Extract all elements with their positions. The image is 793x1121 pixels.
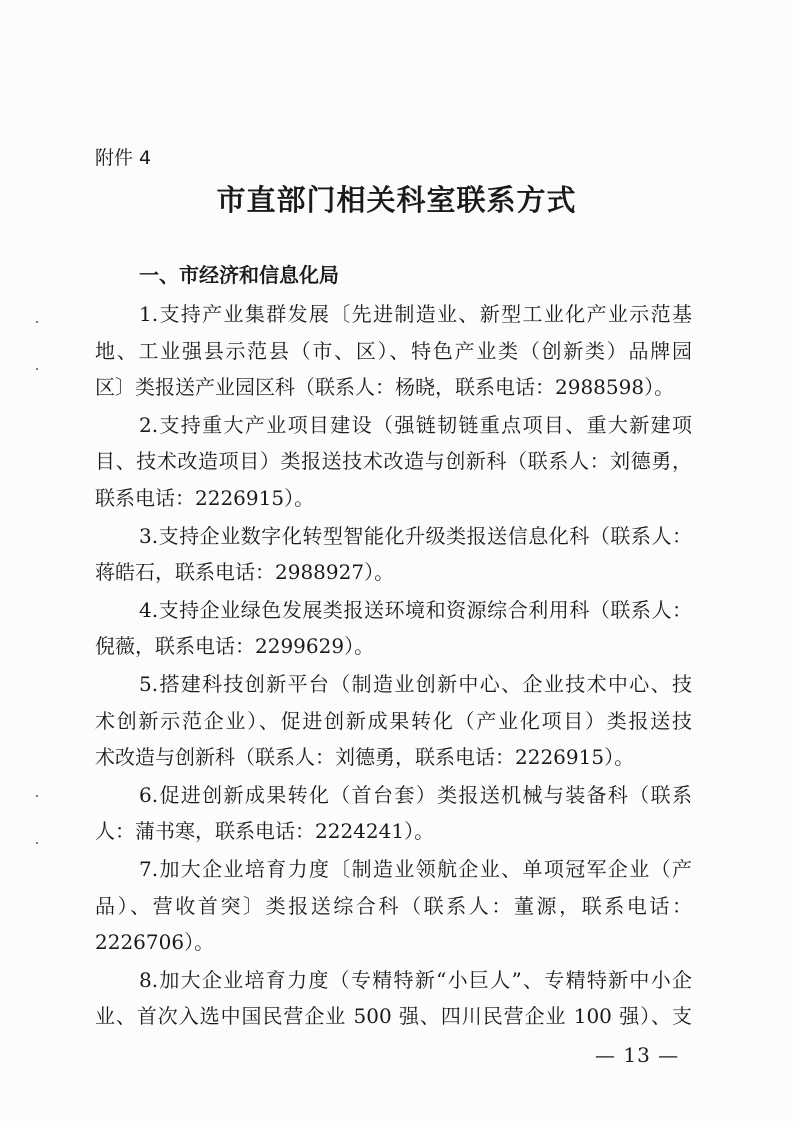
paragraph-2	[95, 407, 692, 516]
document-title: 市直部门相关科室联系方式	[216, 183, 577, 217]
paragraph-line: 业、首次入选中国民营企业 500 强、四川民营企业 100 强）、支	[95, 1004, 692, 1029]
paragraph-line: 地、工业强县示范县（市、区）、特色产业类（创新类）品牌园	[95, 338, 692, 363]
scan-mark	[36, 842, 38, 844]
scan-mark	[36, 368, 38, 370]
paragraph-8	[95, 962, 692, 1035]
paragraph-line: 人：蒲书寒，联系电话：2224241）。	[95, 819, 435, 844]
paragraph-line: 7.加大企业培育力度〔制造业领航企业、单项冠军企业（产	[139, 857, 692, 882]
paragraph-line: 6.促进创新成果转化（首台套）类报送机械与装备科（联系	[139, 782, 692, 807]
paragraph-1	[95, 296, 692, 405]
paragraph-line: 区〕类报送产业园区科（联系人：杨晓，联系电话：2988598）。	[95, 375, 675, 400]
paragraph-line: 3.支持企业数字化转型智能化升级类报送信息化科（联系人：	[139, 523, 692, 548]
paragraph-4	[95, 592, 692, 665]
paragraph-line: 品）、营收首突〕类报送综合科（联系人：董源，联系电话：	[95, 893, 692, 918]
document-body	[95, 257, 692, 1035]
paragraph-line: 联系电话：2226915）。	[95, 485, 315, 510]
page-number: — 13 —	[595, 1043, 680, 1067]
scan-mark	[36, 321, 38, 323]
paragraph-line: 2226706）。	[95, 930, 215, 955]
paragraph-line: 5.搭建科技创新平台（制造业创新中心、企业技术中心、技	[139, 672, 692, 697]
attachment-label: 附件 4	[95, 147, 152, 169]
paragraph-line: 术改造与创新科（联系人：刘德勇，联系电话：2226915）。	[95, 745, 635, 770]
paragraph-5	[95, 666, 692, 775]
paragraph-line: 1.支持产业集群发展〔先进制造业、新型工业化产业示范基	[139, 302, 692, 327]
paragraph-line: 2.支持重大产业项目建设（强链韧链重点项目、重大新建项	[139, 413, 692, 438]
paragraph-7	[95, 851, 692, 960]
section-heading: 一、市经济和信息化局	[139, 263, 339, 287]
paragraph-line: 目、技术改造项目）类报送技术改造与创新科（联系人：刘德勇，	[95, 449, 692, 474]
paragraph-line: 倪薇，联系电话：2299629）。	[95, 634, 375, 659]
paragraph-6	[95, 777, 692, 850]
scan-mark	[36, 795, 38, 797]
paragraph-3	[95, 518, 692, 591]
paragraph-line: 蒋皓石，联系电话：2988927）。	[95, 560, 395, 585]
paragraph-line: 8.加大企业培育力度（专精特新“小巨人”、专精特新中小企	[139, 967, 692, 992]
paragraph-line: 术创新示范企业）、促进创新成果转化（产业化项目）类报送技	[95, 708, 692, 733]
paragraph-line: 4.支持企业绿色发展类报送环境和资源综合利用科（联系人：	[139, 598, 692, 623]
